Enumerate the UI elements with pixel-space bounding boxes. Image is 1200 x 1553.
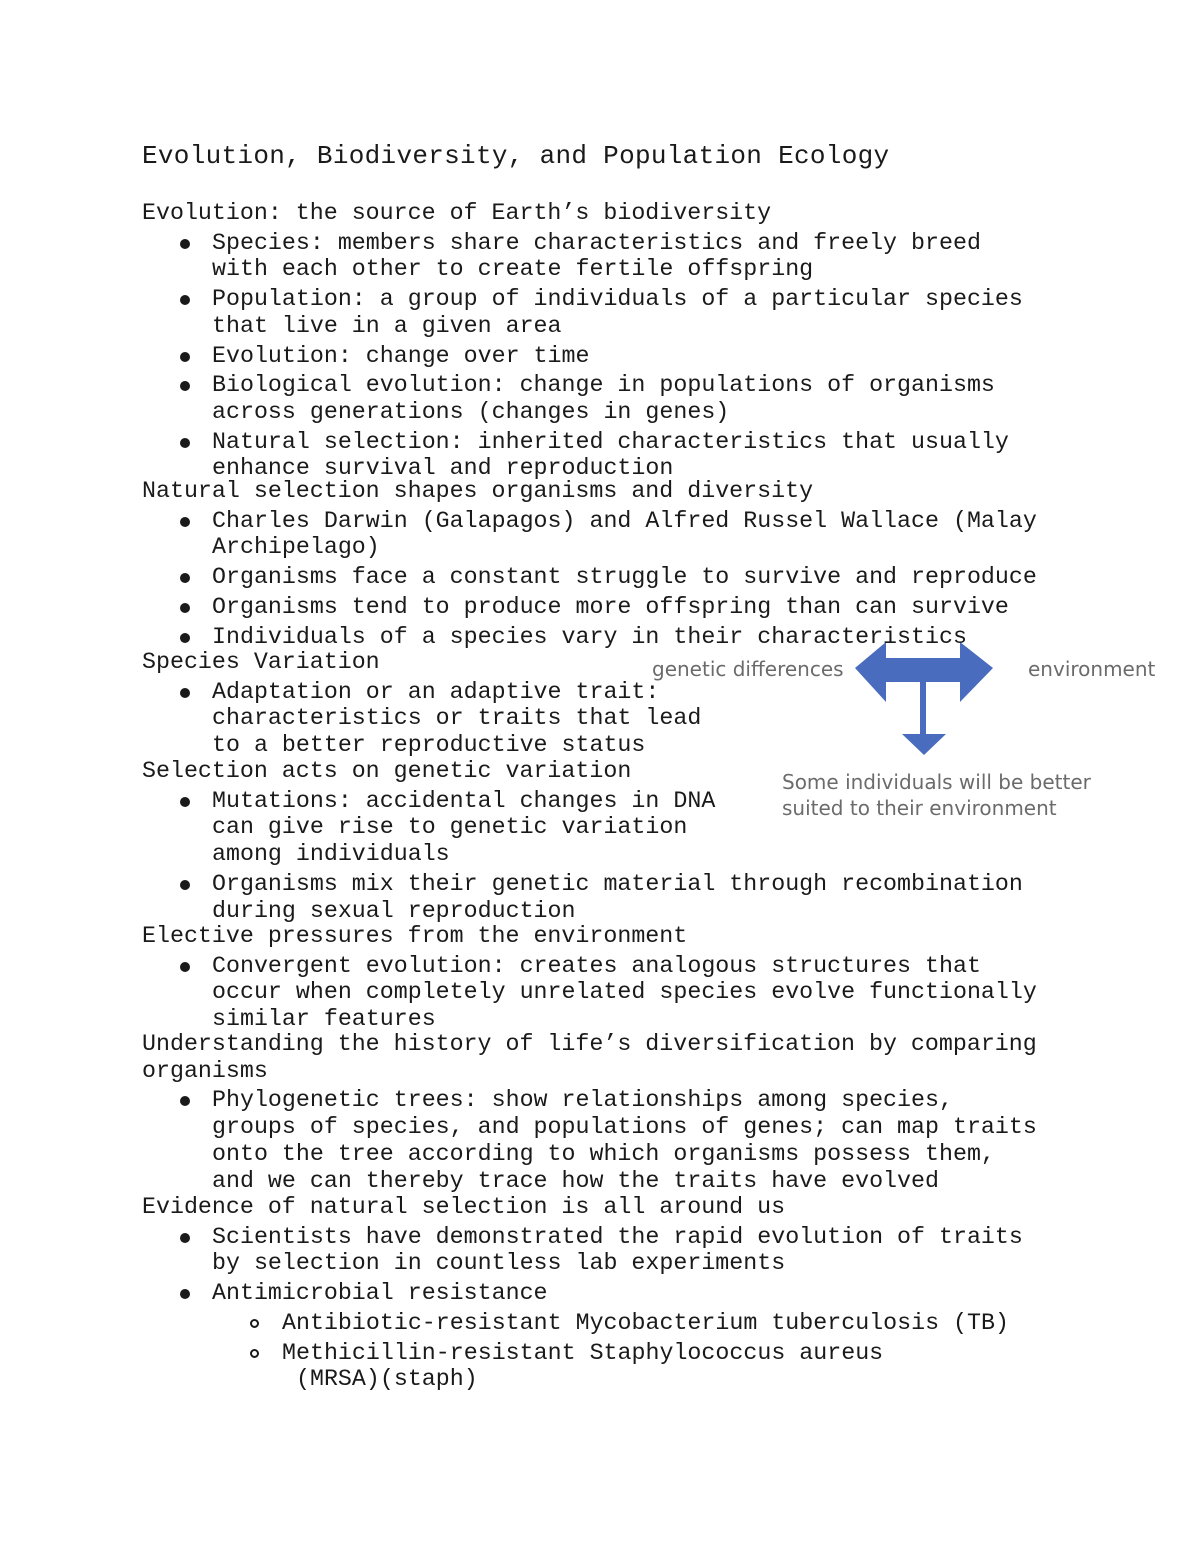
section-heading: Evolution: the source of Earth’s biodiversity	[142, 200, 772, 226]
bullet-text-line: to a better reproductive status	[212, 732, 646, 759]
diagram-result-line-2: suited to their environment	[782, 796, 1057, 820]
section-heading: Species Variation	[142, 649, 380, 675]
bullet-point-icon	[180, 295, 190, 305]
bullet-text-line: that live in a given area	[212, 312, 562, 339]
bullet-point-icon	[180, 603, 190, 613]
diagram-result-line-1: Some individuals will be better	[782, 770, 1091, 794]
bullet-text-line: Natural selection: inherited characteristics that usually	[212, 428, 1009, 455]
bullet-point-icon	[180, 517, 190, 527]
bullet-text-line: Individuals of a species vary in their characteristics	[212, 623, 967, 650]
bullet-point-icon	[180, 1289, 190, 1299]
bullet-text-line: enhance survival and reproduction	[212, 455, 674, 482]
down-arrow-stem-icon	[920, 682, 926, 736]
sub-bullet-text-line: Methicillin-resistant Staphylococcus aureus	[282, 1339, 884, 1366]
bullet-text-line: Scientists have demonstrated the rapid evolution of traits	[212, 1223, 1023, 1250]
bullet-text-line: Adaptation or an adaptive trait:	[212, 678, 660, 705]
bullet-point-icon	[180, 962, 190, 972]
bullet-text-line: similar features	[212, 1006, 436, 1033]
bullet-text-line: Charles Darwin (Galapagos) and Alfred Russel Wallace (Malay	[212, 507, 1037, 534]
bullet-point-icon	[180, 797, 190, 807]
document-title: Evolution, Biodiversity, and Population Ecology	[142, 141, 890, 171]
bullet-text-line: Organisms face a constant struggle to survive and reproduce	[212, 564, 1037, 591]
bullet-text-line: by selection in countless lab experiments	[212, 1250, 786, 1277]
section-heading: Understanding the history of life’s diversification by comparing	[142, 1031, 1037, 1057]
bullet-point-icon	[180, 633, 190, 643]
bullet-text-line: occur when completely unrelated species evolve functionally	[212, 979, 1037, 1006]
bullet-text-line: across generations (changes in genes)	[212, 398, 730, 425]
bullet-text-line: Archipelago)	[212, 534, 380, 561]
bullet-text-line: during sexual reproduction	[212, 897, 576, 924]
sub-bullet-text-line: Antibiotic-resistant Mycobacterium tuberculosis (TB)	[282, 1309, 1009, 1336]
sub-bullet-circle-icon	[250, 1349, 259, 1358]
bullet-text-line: Phylogenetic trees: show relationships among species,	[212, 1087, 953, 1114]
bullet-text-line: Organisms tend to produce more offspring than can survive	[212, 593, 1009, 620]
bullet-point-icon	[180, 438, 190, 448]
bullet-text-line: onto the tree according to which organisms possess them,	[212, 1140, 995, 1167]
bullet-text-line: Antimicrobial resistance	[212, 1280, 548, 1307]
bullet-text-line: Population: a group of individuals of a particular species	[212, 286, 1023, 313]
bullet-text-line: Biological evolution: change in populations of organisms	[212, 372, 995, 399]
section-heading: Elective pressures from the environment	[142, 923, 688, 949]
section-heading-continued: organisms	[142, 1057, 268, 1084]
bullet-text-line: and we can thereby trace how the traits have evolved	[212, 1167, 939, 1194]
bullet-text-line: Organisms mix their genetic material through recombination	[212, 870, 1023, 897]
down-arrow-head-icon	[902, 734, 946, 755]
bullet-text-line: among individuals	[212, 841, 450, 868]
bullet-point-icon	[180, 688, 190, 698]
bullet-text-line: Convergent evolution: creates analogous structures that	[212, 952, 981, 979]
bullet-text-line: Evolution: change over time	[212, 342, 590, 369]
diagram-label-genetic-differences: genetic differences	[652, 657, 844, 681]
bullet-text-line: with each other to create fertile offspring	[212, 256, 814, 283]
bullet-point-icon	[180, 381, 190, 391]
diagram-label-environment: environment	[1028, 657, 1156, 681]
sub-bullet-circle-icon	[250, 1319, 259, 1328]
bullet-point-icon	[180, 573, 190, 583]
bullet-point-icon	[180, 880, 190, 890]
section-heading: Natural selection shapes organisms and diversity	[142, 478, 814, 504]
section-heading: Evidence of natural selection is all around us	[142, 1194, 786, 1220]
bullet-text-line: groups of species, and populations of genes; can map traits	[212, 1114, 1037, 1141]
bullet-text-line: Species: members share characteristics and freely breed	[212, 229, 981, 256]
double-arrow-diagram	[850, 640, 1000, 760]
bullet-point-icon	[180, 239, 190, 249]
bullet-text-line: Mutations: accidental changes in DNA	[212, 787, 716, 814]
sub-bullet-text-line: (MRSA)(staph)	[282, 1366, 478, 1393]
section-heading: Selection acts on genetic variation	[142, 758, 632, 784]
bullet-text-line: can give rise to genetic variation	[212, 814, 688, 841]
bullet-text-line: characteristics or traits that lead	[212, 705, 702, 732]
bullet-point-icon	[180, 1096, 190, 1106]
bullet-point-icon	[180, 352, 190, 362]
bullet-point-icon	[180, 1233, 190, 1243]
